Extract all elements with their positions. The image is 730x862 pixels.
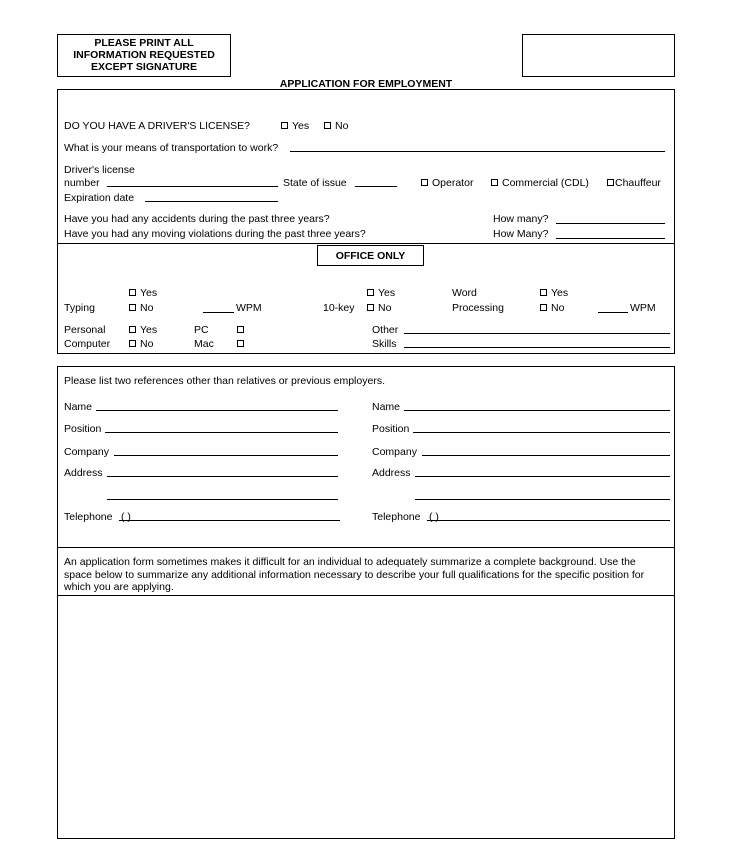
license-number-field[interactable] xyxy=(107,186,278,187)
other-field[interactable] xyxy=(404,333,670,334)
form-title: APPLICATION FOR EMPLOYMENT xyxy=(279,78,453,90)
checkbox-icon[interactable] xyxy=(237,326,244,333)
ref1-name-field[interactable] xyxy=(96,410,338,411)
transport-label: What is your means of transportation to work? xyxy=(64,142,279,154)
ref2-name-label: Name xyxy=(372,401,401,413)
checkbox-icon[interactable] xyxy=(324,122,331,129)
ref1-telephone-field[interactable] xyxy=(119,520,340,521)
license-label-line1: Driver's license xyxy=(64,164,135,176)
print-notice-line3: EXCEPT SIGNATURE xyxy=(91,61,197,73)
office-divider xyxy=(57,243,675,244)
personal-label: Personal xyxy=(64,324,106,336)
checkbox-icon[interactable] xyxy=(540,304,547,311)
checkbox-icon[interactable] xyxy=(129,326,136,333)
mac-checkbox[interactable] xyxy=(237,338,248,350)
ref2-address-label: Address xyxy=(372,467,411,479)
ref1-position-field[interactable] xyxy=(105,432,338,433)
checkbox-icon[interactable] xyxy=(367,289,374,296)
violations-count-label: How Many? xyxy=(493,228,549,240)
ref1-address-field-2[interactable] xyxy=(107,499,338,500)
typing-label: Typing xyxy=(64,302,95,314)
office-only-title: OFFICE ONLY xyxy=(335,250,406,262)
references-intro: Please list two references other than relatives or previous employers. xyxy=(64,375,385,387)
skills-label: Skills xyxy=(372,338,397,350)
pc-checkbox[interactable] xyxy=(237,324,248,336)
processing-label: Processing xyxy=(452,302,504,314)
ref2-telephone-field[interactable] xyxy=(427,520,670,521)
checkbox-icon[interactable] xyxy=(237,340,244,347)
pc-label: PC xyxy=(194,324,209,336)
summary-text-line1: An application form sometimes makes it difficult for an individual to adequately summarize a complete background. Use the xyxy=(64,556,636,568)
summary-answer-area[interactable] xyxy=(58,596,674,838)
license-yes-option[interactable]: Yes xyxy=(281,120,309,132)
summary-divider xyxy=(57,547,675,548)
checkbox-icon[interactable] xyxy=(129,340,136,347)
ref2-phone-paren: ( ) xyxy=(429,511,439,523)
ref1-name-label: Name xyxy=(64,401,93,413)
tenkey-yes[interactable]: Yes xyxy=(367,287,395,299)
header-blank-box[interactable] xyxy=(522,34,675,77)
ref1-phone-paren: ( ) xyxy=(121,511,131,523)
ref2-position-field[interactable] xyxy=(413,432,670,433)
typing-wpm-label: WPM xyxy=(236,302,262,314)
word-yes[interactable]: Yes xyxy=(540,287,568,299)
print-notice-line1: PLEASE PRINT ALL xyxy=(94,37,194,49)
ref1-position-label: Position xyxy=(64,423,102,435)
license-no-option[interactable]: No xyxy=(324,120,348,132)
ref1-telephone-label: Telephone xyxy=(64,511,113,523)
violations-label: Have you had any moving violations during the past three years? xyxy=(64,228,366,240)
word-label: Word xyxy=(452,287,477,299)
skills-field[interactable] xyxy=(404,347,670,348)
accidents-label: Have you had any accidents during the past three years? xyxy=(64,213,330,225)
computer-no[interactable]: No xyxy=(129,338,153,350)
word-wpm-field[interactable] xyxy=(598,312,628,313)
typing-wpm-field[interactable] xyxy=(203,312,234,313)
ref2-position-label: Position xyxy=(372,423,410,435)
ref2-address-field[interactable] xyxy=(415,476,670,477)
state-label: State of issue xyxy=(283,177,347,189)
expiration-label: Expiration date xyxy=(64,192,135,204)
word-no[interactable]: No xyxy=(540,302,564,314)
violations-count-field[interactable] xyxy=(556,238,665,239)
mac-label: Mac xyxy=(194,338,214,350)
checkbox-icon[interactable] xyxy=(607,179,614,186)
checkbox-icon[interactable] xyxy=(129,289,136,296)
ref1-company-field[interactable] xyxy=(114,455,338,456)
license-question: DO YOU HAVE A DRIVER'S LICENSE? xyxy=(64,120,251,132)
transport-field[interactable] xyxy=(290,151,665,152)
license-label-line2: number xyxy=(64,177,100,189)
state-field[interactable] xyxy=(355,186,397,187)
operator-option[interactable]: Operator xyxy=(421,177,473,189)
commercial-option[interactable]: Commercial (CDL) xyxy=(491,177,589,189)
ref2-telephone-label: Telephone xyxy=(372,511,421,523)
computer-label: Computer xyxy=(64,338,111,350)
expiration-field[interactable] xyxy=(145,201,278,202)
accidents-count-field[interactable] xyxy=(556,223,665,224)
checkbox-icon[interactable] xyxy=(491,179,498,186)
ref2-name-field[interactable] xyxy=(404,410,670,411)
chauffeur-option[interactable]: Chauffeur xyxy=(607,177,661,189)
print-notice-line2: INFORMATION REQUESTED xyxy=(73,49,215,61)
ref1-address-label: Address xyxy=(64,467,103,479)
checkbox-icon[interactable] xyxy=(540,289,547,296)
ref2-address-field-2[interactable] xyxy=(415,499,670,500)
word-wpm-label: WPM xyxy=(630,302,656,314)
ref2-company-field[interactable] xyxy=(422,455,670,456)
summary-text-line2: space below to summarize any additional information necessary to describe your full qualifications for the specific position for xyxy=(64,569,645,581)
ref1-address-field[interactable] xyxy=(107,476,338,477)
accidents-count-label: How many? xyxy=(493,213,549,225)
summary-text-line3: which you are applying. xyxy=(64,581,174,593)
checkbox-icon[interactable] xyxy=(129,304,136,311)
ref2-company-label: Company xyxy=(372,446,417,458)
tenkey-no[interactable]: No xyxy=(367,302,391,314)
tenkey-label: 10-key xyxy=(323,302,355,314)
computer-yes[interactable]: Yes xyxy=(129,324,157,336)
checkbox-icon[interactable] xyxy=(281,122,288,129)
typing-no[interactable]: No xyxy=(129,302,153,314)
ref1-company-label: Company xyxy=(64,446,109,458)
checkbox-icon[interactable] xyxy=(421,179,428,186)
checkbox-icon[interactable] xyxy=(367,304,374,311)
other-label: Other xyxy=(372,324,399,336)
typing-yes[interactable]: Yes xyxy=(129,287,157,299)
